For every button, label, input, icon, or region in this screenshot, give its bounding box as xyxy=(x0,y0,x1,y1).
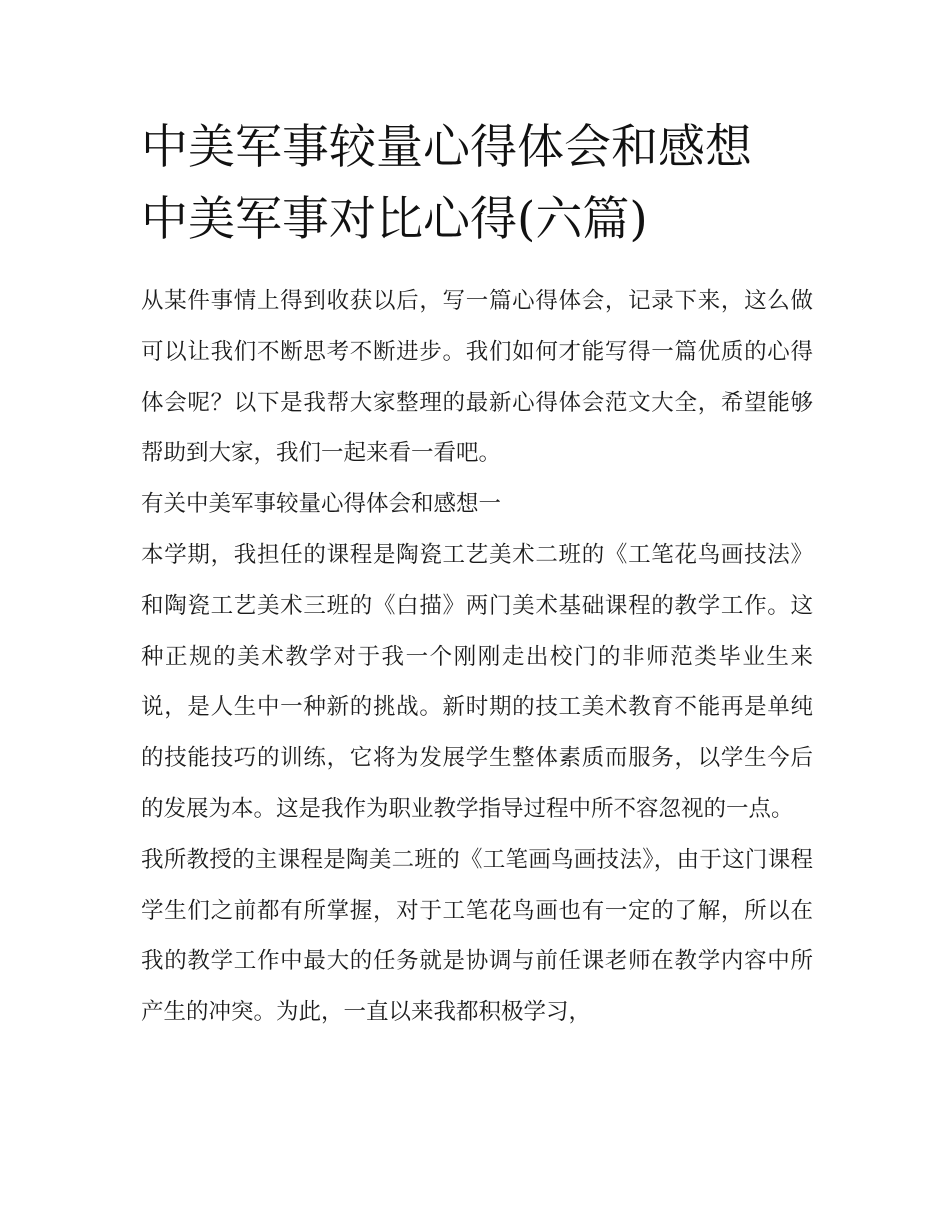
title-line-1: 中美军事较量心得体会和感想 xyxy=(141,120,752,175)
body-paragraph-1: 本学期，我担任的课程是陶瓷工艺美术二班的《工笔花鸟画技法》和陶瓷工艺美术三班的《白描》两门美术基础课程的教学工作。这种正规的美术教学对于我一个刚刚走出校门的非师范类毕业生来说，是人生中一种新的挑战。新时期的技工美术教育不能再是单纯的技能技巧的训练，它将为发展学生整体素质而服务，以学生今后的发展为本。这是我作为职业教学指导过程中所不容忽视的一点。 xyxy=(141,541,813,822)
document-title xyxy=(141,112,831,256)
document-body xyxy=(141,276,813,1038)
body-paragraph-2: 我所教授的主课程是陶美二班的《工笔画鸟画技法》，由于这门课程学生们之前都有所掌握，对于工笔花鸟画也有一定的了解，所以在我的教学工作中最大的任务就是协调与前任课老师在教学内容中所产生的冲突。为此，一直以来我都积极学习， xyxy=(141,846,813,1026)
title-line-2: 中美军事对比心得(六篇) xyxy=(141,192,648,247)
intro-paragraph: 从某件事情上得到收获以后，写一篇心得体会，记录下来，这么做可以让我们不断思考不断进步。我们如何才能写得一篇优质的心得体会呢？以下是我帮大家整理的最新心得体会范文大全，希望能够帮助到大家，我们一起来看一看吧。 xyxy=(141,288,813,467)
section-heading: 有关中美军事较量心得体会和感想一 xyxy=(141,491,502,518)
